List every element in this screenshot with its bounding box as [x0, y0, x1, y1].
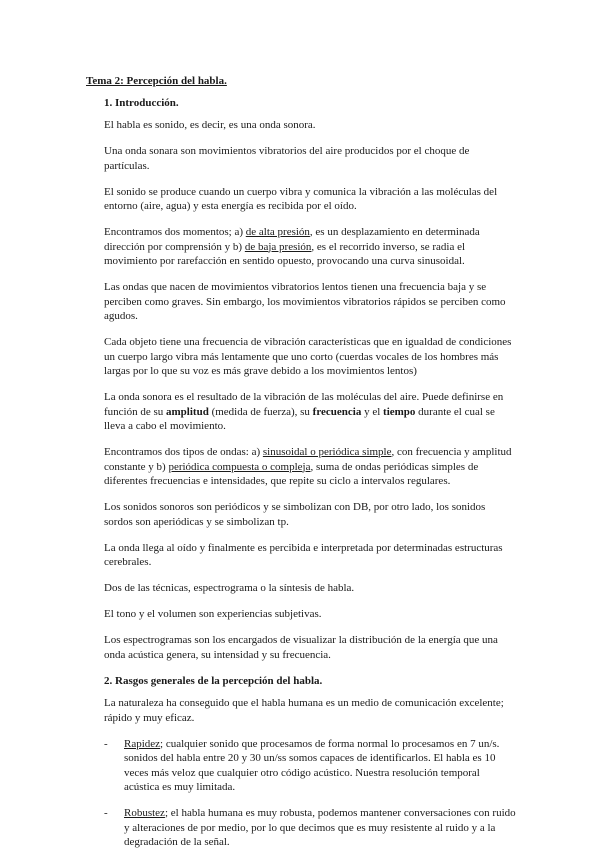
- paragraph: Una onda sonara son movimientos vibratorios del aire producidos por el choque de partículas.: [104, 145, 470, 172]
- underlined-term: periódica compuesta o compleja: [168, 460, 311, 473]
- text: , es el recorrido inverso, se radia el movimiento por rarefacción en sentido opuesto, provocando una curva sinusoidal.: [104, 240, 466, 267]
- text: , es un desplazamiento en determinada dirección por comprensión y b): [104, 226, 480, 253]
- underlined-term: de baja presión: [244, 240, 312, 253]
- text: La onda sonora es el resultado de la vibración de las moléculas del aire. Puede definirse en función de su: [104, 391, 504, 418]
- text: , suma de ondas periódicas simples de diferentes frecuencias e intensidades, que repite su ciclo a intervalos regulares.: [104, 460, 479, 487]
- paragraph: Los sonidos sonoros son periódicos y se simbolizan con DB, por otro lado, los sonidos sordos son aperiódicas y se simbolizan tp.: [104, 501, 486, 528]
- bold-term: tiempo: [383, 405, 416, 418]
- paragraph: [104, 445, 516, 489]
- list-item-text: ; el habla humana es muy robusta, podemos mantener conversaciones con ruido y alteraciones de por medio, por lo que decimos que es muy resistente al ruido y a la degradación de la señal.: [124, 807, 516, 848]
- text: durante el cual se lleva a cabo el movimiento.: [104, 405, 495, 432]
- dash-bullet: -: [104, 807, 108, 819]
- document-page: [86, 74, 516, 861]
- list-item: [104, 806, 516, 850]
- text: y el: [361, 405, 384, 418]
- paragraph: [104, 390, 516, 434]
- paragraph: [104, 225, 516, 269]
- dash-bullet: -: [104, 737, 108, 750]
- paragraph: Las ondas que nacen de movimientos vibratorios lentos tienen una frecuencia baja y se perciben como graves. Sin embargo, los movimientos vibratorios rápidos se perciben como agudos.: [104, 281, 506, 322]
- paragraph: Dos de las técnicas, espectrograma o la síntesis de habla.: [104, 582, 355, 594]
- section-heading-rasgos: 2. Rasgos generales de la percepción del habla.: [104, 674, 323, 687]
- text: Encontramos dos momentos; a): [104, 226, 246, 238]
- paragraph: El sonido se produce cuando un cuerpo vibra y comunica la vibración a las moléculas del entorno (aire, agua) y esta energía es recibida por el oído.: [104, 185, 498, 212]
- text: Encontramos dos tipos de ondas: a): [104, 446, 263, 458]
- document-title: Tema 2: Percepción del habla.: [86, 75, 227, 87]
- paragraph: La onda llega al oído y finalmente es percibida e interpretada por determinadas estructuras cerebrales.: [104, 541, 503, 568]
- underlined-term: de alta presión: [245, 226, 310, 238]
- section-heading-introduccion: 1. Introducción.: [104, 96, 179, 109]
- text: , con frecuencia y amplitud constante y b): [104, 446, 512, 473]
- paragraph: El habla es sonido, es decir, es una onda sonora.: [104, 119, 316, 131]
- underlined-term: sinusoidal o periódica simple: [262, 446, 392, 458]
- paragraph: El tono y el volumen son experiencias subjetivas.: [104, 608, 322, 620]
- paragraph: Los espectrogramas son los encargados de visualizar la distribución de la energía que una onda acústica genera, su intensidad y su frecuencia.: [104, 634, 498, 661]
- list-item: [104, 737, 516, 795]
- text: (medida de fuerza), su: [208, 405, 313, 418]
- underlined-term: Robustez: [124, 807, 165, 819]
- paragraph: La naturaleza ha conseguido que el habla humana es un medio de comunicación excelente; rápido y muy eficaz.: [104, 697, 504, 724]
- bold-term: frecuencia: [312, 405, 362, 418]
- paragraph: Cada objeto tiene una frecuencia de vibración características que en igualdad de condiciones un cuerpo largo vibra más lentamente que uno corto (cuerdas vocales de los hombres más largas por lo que su voz es más grave debido a los movimientos lentos): [104, 336, 512, 377]
- list-item-text: ; cualquier sonido que procesamos de forma normal lo procesamos en 7 un/s. sonidos del habla entre 20 y 30 un/ss somos capaces de identificarlos. El habla es 10 veces más veloz que cualquier otro código acústico. Nuestra resolución temporal acústica es muy limitada.: [124, 737, 500, 793]
- underlined-term: Rapidez: [124, 737, 161, 750]
- bold-term: amplitud: [166, 405, 209, 418]
